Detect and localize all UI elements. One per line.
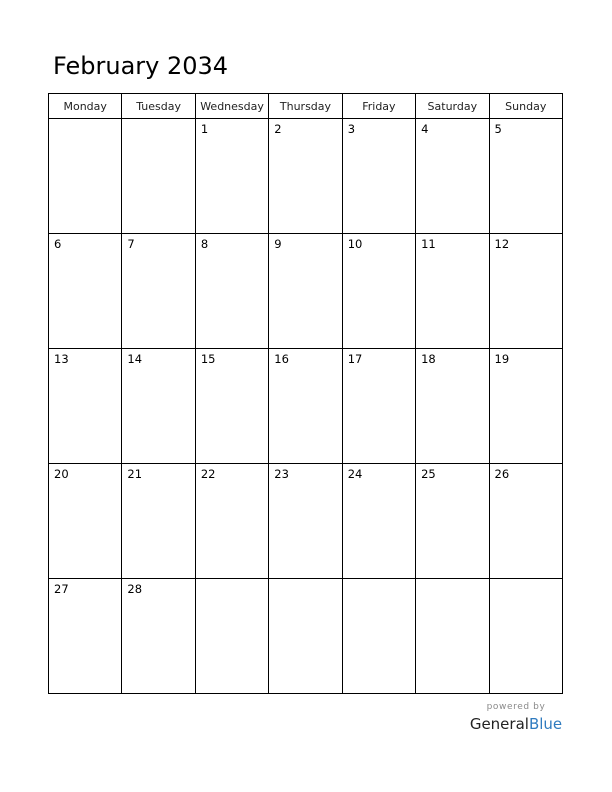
day-cell: [269, 349, 342, 464]
day-cell: [49, 579, 122, 694]
weekday-header: Sunday: [489, 94, 562, 119]
day-number: 12: [494, 237, 510, 251]
day-number: 3: [347, 122, 356, 136]
day-cell: [122, 349, 195, 464]
day-number: 6: [54, 237, 62, 251]
weekday-header-row: [49, 94, 563, 119]
week-row: [49, 234, 563, 349]
day-cell: [416, 234, 489, 349]
day-cell: [342, 349, 415, 464]
day-cell: [416, 349, 489, 464]
weekday-header: Friday: [342, 94, 415, 119]
day-cell: [342, 579, 415, 694]
day-cell: [195, 349, 268, 464]
day-number: 17: [347, 352, 363, 366]
day-number: [343, 579, 415, 582]
day-number: 15: [200, 352, 216, 366]
week-row: [49, 464, 563, 579]
day-cell: [489, 579, 562, 694]
day-cell: [489, 464, 562, 579]
day-cell: [49, 349, 122, 464]
day-number: [196, 579, 268, 582]
weekday-header: Wednesday: [195, 94, 268, 119]
day-cell: [269, 464, 342, 579]
day-cell: [195, 119, 268, 234]
day-number: 10: [347, 237, 363, 251]
day-cell: [269, 119, 342, 234]
day-cell: [49, 119, 122, 234]
day-number: 2: [274, 122, 282, 136]
brand-logo[interactable]: [466, 715, 566, 733]
day-number: 16: [274, 352, 289, 366]
day-number: 7: [127, 237, 135, 251]
day-number: 8: [200, 237, 209, 251]
day-number: 21: [127, 467, 143, 481]
day-cell: [342, 234, 415, 349]
day-cell: [489, 119, 562, 234]
day-cell: [195, 234, 268, 349]
day-number: 9: [274, 237, 282, 251]
day-number: [49, 119, 121, 122]
brand-name-blue: Blue: [528, 715, 563, 733]
day-cell: [416, 464, 489, 579]
day-cell: [195, 579, 268, 694]
day-number: [416, 579, 488, 582]
day-number: [269, 579, 341, 582]
week-row: [49, 579, 563, 694]
day-number: 25: [421, 467, 436, 481]
day-number: 1: [200, 122, 209, 136]
calendar-title: February 2034: [53, 52, 229, 80]
day-cell: [122, 579, 195, 694]
week-row: [49, 119, 563, 234]
day-number: 22: [200, 467, 216, 481]
day-cell: [342, 119, 415, 234]
weekday-header: Saturday: [416, 94, 489, 119]
day-number: 4: [421, 122, 429, 136]
day-cell: [342, 464, 415, 579]
day-number: [490, 579, 562, 582]
day-cell: [269, 579, 342, 694]
day-cell: [195, 464, 268, 579]
day-number: [122, 119, 194, 122]
day-cell: [416, 579, 489, 694]
day-cell: [269, 234, 342, 349]
weekday-header: Monday: [49, 94, 122, 119]
day-cell: [49, 464, 122, 579]
powered-by-text: powered by: [486, 702, 546, 712]
brand-name-general: General: [469, 715, 529, 733]
day-cell: [489, 234, 562, 349]
day-number: 13: [54, 352, 69, 366]
day-number: 20: [54, 467, 69, 481]
day-cell: [416, 119, 489, 234]
day-number: 19: [494, 352, 510, 366]
day-number: 11: [421, 237, 436, 251]
day-number: 23: [274, 467, 289, 481]
day-cell: [49, 234, 122, 349]
day-cell: [489, 349, 562, 464]
weekday-header: Tuesday: [122, 94, 195, 119]
day-number: 27: [54, 582, 69, 596]
day-number: 18: [421, 352, 436, 366]
day-cell: [122, 464, 195, 579]
week-row: [49, 349, 563, 464]
day-number: 26: [494, 467, 510, 481]
weekday-header: Thursday: [269, 94, 342, 119]
calendar-grid: [48, 93, 563, 694]
day-number: 24: [347, 467, 363, 481]
day-cell: [122, 119, 195, 234]
day-number: 5: [494, 122, 502, 136]
day-number: 28: [127, 582, 143, 596]
day-cell: [122, 234, 195, 349]
day-number: 14: [127, 352, 143, 366]
brand-footer[interactable]: [466, 702, 566, 733]
